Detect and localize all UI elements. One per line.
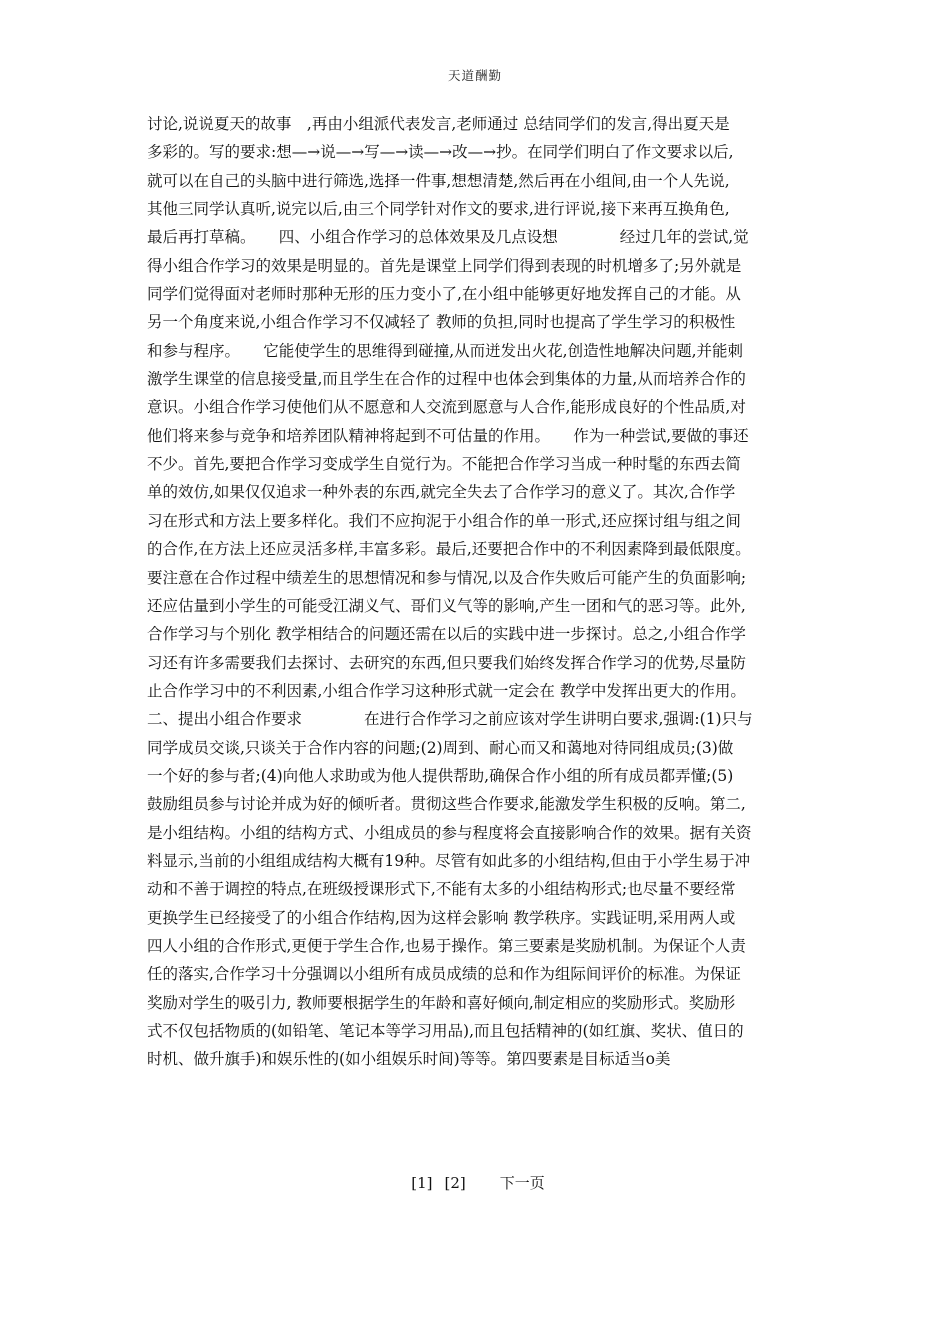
text-line: 得小组合作学习的效果是明显的。首先是课堂上同学们得到表现的时机增多了;另外就是 — [147, 256, 742, 275]
text-line: 的合作,在方法上还应灵活多样,丰富多彩。最后,还要把合作中的不利因素降到最低限度。 — [147, 540, 751, 559]
pagination — [0, 1172, 950, 1193]
text-line: 不少。首先,要把合作学习变成学生自觉行为。不能把合作学习当成一种时髦的东西去简 — [147, 455, 741, 474]
text-line: 要注意在合作过程中绩差生的思想情况和参与情况,以及合作失败后可能产生的负面影响; — [147, 568, 747, 587]
text-line: 鼓励组员参与讨论并成为好的倾听者。贯彻这些合作要求,能激发学生积极的反响。第二, — [147, 795, 746, 814]
article-body — [147, 110, 807, 1074]
text-line: 任的落实,合作学习十分强调以小组所有成员成绩的总和作为组际间评价的标准。为保证 — [147, 965, 741, 984]
text-line: 二、提出小组合作要求 在进行合作学习之前应该对学生讲明白要求,强调:(1)只与 — [147, 710, 753, 729]
text-line: 习在形式和方法上要多样化。我们不应拘泥于小组合作的单一形式,还应探讨组与组之间 — [147, 511, 741, 530]
text-line: 料显示,当前的小组组成结构大概有19种。尽管有如此多的小组结构,但由于小学生易于冲 — [147, 851, 751, 870]
text-line: 讨论,说说夏天的故事 ,再由小组派代表发言,老师通过 总结同学们的发言,得出夏天是 — [147, 115, 730, 133]
text-line: 单的效仿,如果仅仅追求一种外表的东西,就完全失去了合作学习的意义了。其次,合作学 — [147, 483, 736, 502]
text-line: 就可以在自己的头脑中进行筛选,选择一件事,想想清楚,然后再在小组间,由一个人先说, — [147, 171, 730, 190]
text-line: 另一个角度来说,小组合作学习不仅减轻了 教师的负担,同时也提高了学生学习的积极性 — [147, 313, 736, 332]
text-line: 和参与程序。 它能使学生的思维得到碰撞,从而迸发出火花,创造性地解决问题,并能刺 — [147, 341, 744, 360]
page-header: 天道酬勤 — [447, 68, 502, 83]
text-line: 习还有许多需要我们去探讨、去研究的东西,但只要我们始终发挥合作学习的优势,尽量防 — [147, 653, 746, 672]
text-line: 多彩的。写的要求:想—→说—→写—→读—→改—→抄。在同学们明白了作文要求以后, — [147, 143, 734, 162]
text-line: 其他三同学认真听,说完以后,由三个同学针对作文的要求,进行评说,接下来再互换角色, — [147, 200, 730, 219]
text-line: 还应估量到小学生的可能受江湖义气、哥们义气等的影响,产生一团和气的恶习等。此外, — [147, 596, 746, 615]
text-line: 一个好的参与者;(4)向他人求助或为他人提供帮助,确保合作小组的所有成员都弄懂;(5) — [147, 766, 734, 785]
text-line: 激学生课堂的信息接受量,而且学生在合作的过程中也体会到集体的力量,从而培养合作的 — [147, 370, 746, 389]
text-line: 四人小组的合作形式,更便于学生合作,也易于操作。第三要素是奖励机制。为保证个人责 — [147, 936, 746, 955]
text-line: 时机、做升旗手)和娱乐性的(如小组娱乐时间)等等。第四要素是目标适当ο美 — [147, 1050, 671, 1069]
text-line: 意识。小组合作学习使他们从不愿意和人交流到愿意与人合作,能形成良好的个性品质,对 — [147, 398, 746, 417]
page-link-1[interactable]: [1] — [411, 1174, 433, 1192]
text-line: 他们将来参与竞争和培养团队精神将起到不可估量的作用。 作为一种尝试,要做的事还 — [147, 426, 749, 445]
next-page-link[interactable]: 下一页 — [499, 1174, 545, 1192]
text-line: 最后再打草稿。 四、小组合作学习的总体效果及几点设想 经过几年的尝试,觉 — [147, 228, 749, 247]
text-line: 式不仅包括物质的(如铅笔、笔记本等学习用品),而且包括精神的(如红旗、奖状、值日的 — [147, 1022, 744, 1040]
text-line: 同学成员交谈,只谈关于合作内容的问题;(2)周到、耐心而又和蔼地对待同组成员;(3)做 — [147, 738, 734, 757]
text-line: 更换学生已经接受了的小组合作结构,因为这样会影响 教学秩序。实践证明,采用两人或 — [147, 908, 736, 927]
text-line: 同学们觉得面对老师时那种无形的压力变小了,在小组中能够更好地发挥自己的才能。从 — [147, 285, 741, 304]
page-link-2[interactable]: [2] — [444, 1174, 466, 1192]
text-line: 动和不善于调控的特点,在班级授课形式下,不能有太多的小组结构形式;也尽量不要经常 — [147, 880, 736, 899]
text-line: 合作学习与个别化 教学相结合的问题还需在以后的实践中进一步探讨。总之,小组合作学 — [147, 625, 746, 644]
text-line: 奖励对学生的吸引力, 教师要根据学生的年龄和喜好倾向,制定相应的奖励形式。奖励形 — [147, 993, 736, 1012]
text-line: 是小组结构。小组的结构方式、小组成员的参与程度将会直接影响合作的效果。据有关资 — [147, 823, 752, 842]
text-line: 止合作学习中的不利因素,小组合作学习这种形式就一定会在 教学中发挥出更大的作用。 — [147, 681, 746, 700]
